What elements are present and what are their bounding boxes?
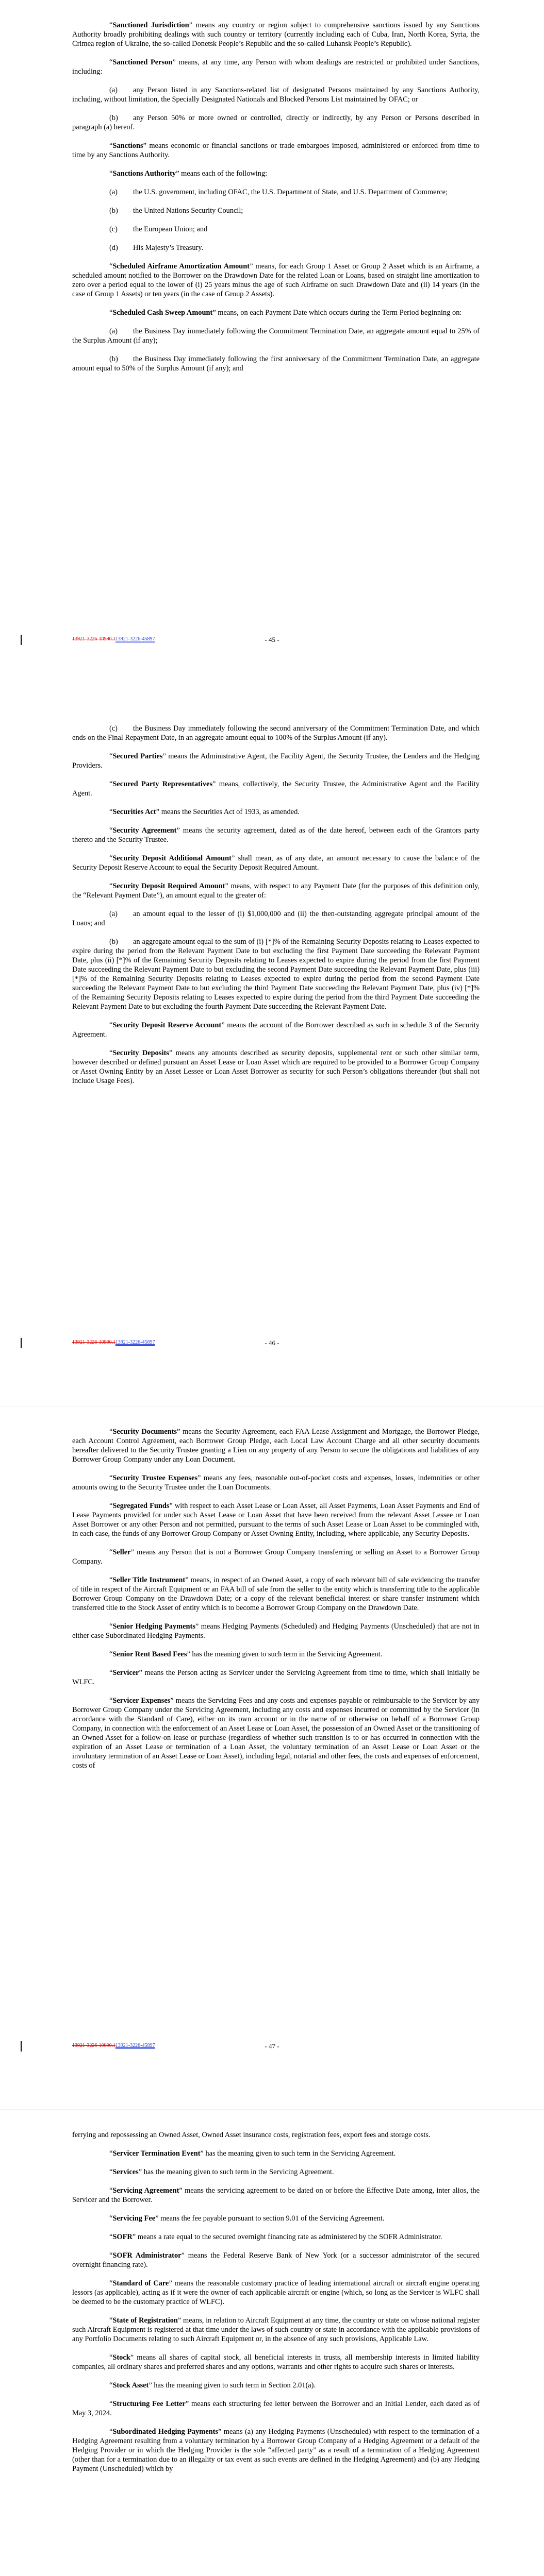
definition-subordinated-hedging-payments: “Subordinated Hedging Payments” means (a) any Hedging Payments (Unscheduled) with respect to the termination of a Hedging Agreement resulting from a voluntary termination by a Borrower Group Company of a Hedging Agreement or a default of the Hedging Provider or in which the Hedging Provider is the sole “affected party” as a result of a termination of a Hedging Agreement (other than for a termination due to an illegality or tax event as such events are defined in the Hedging Agreement) and (b) any Hedging Payment (Unscheduled) which by <box>72 2428 480 2473</box>
definition-sanctioned-jurisdiction: “Sanctioned Jurisdiction” means any country or region subject to comprehensive sanctions issued by any Sanctions Authority broadly prohibiting dealings with such country or territory (currently including each of Cuba, Iran, North Korea, Syria, the Crimea region of Ukraine, the so-called Donetsk People’s Republic and the so-called Luhansk People’s Republic). <box>72 21 480 48</box>
inserted-doc-ref: 13921-3226-45897 <box>115 1340 155 1345</box>
definition-segregated-funds: “Segregated Funds” with respect to each Asset Lease or Loan Asset, all Asset Payments, Loan Asset Payments and End of Lease Payments provided for under such Asset Lease or Loan Asset that have been received from the relevant Asset Lessee or Loan Asset Borrower or any other Person and not permitted, pursuant to the terms of such Asset Lease or Loan Asset to be commingled with, in each case, the funds of any Borrower Group Company or Asset Owning Entity, including, where applicable, any Security Deposits. <box>72 1502 480 1538</box>
page-body <box>72 1427 480 1770</box>
definition-senior-hedging-payments: “Senior Hedging Payments” means Hedging Payments (Scheduled) and Hedging Payments (Unscheduled) that are not in either case Subordinated Hedging Payments. <box>72 1622 480 1640</box>
definition-security-agreement: “Security Agreement” means the security agreement, dated as of the date hereof, between each of the Grantors party thereto and the Security Trustee. <box>72 826 480 844</box>
definition-sofr: “SOFR” means a rate equal to the secured overnight financing rate as administered by the SOFR Administrator. <box>109 2233 442 2241</box>
definition-scheduled-cash-sweep-amount: “Scheduled Cash Sweep Amount” means, on each Payment Date which occurs during the Term Period beginning on: <box>109 309 462 317</box>
page-footer <box>0 2041 544 2052</box>
definition-sofr-administrator: “SOFR Administrator” means the Federal Reserve Bank of New York (or a successor administrator of the secured overnight financing rate). <box>72 2251 480 2269</box>
definition-servicer-expenses: “Servicer Expenses” means the Servicing Fees and any costs and expenses payable or reimbursable to the Servicer by any Borrower Group Company under the Servicing Agreement, including any costs and expenses incurred or committed by the Servicer (in accordance with the Standard of Care), either on its own account or in the name of or otherwise on behalf of a Borrower Group Company, in connection with the enforcement of an Asset Lease or Loan Asset, the possession of an Owned Asset or the transitioning of an Owned Asset for a follow-on lease or purchase (regardless of whether such transition is to or has occurred in connection with the expiration of an Asset Lease or termination of a Loan Asset, the voluntary termination of an Asset Lease or Loan Asset or the involuntary termination of an Asset Lease or Loan Asset), including legal, notarial and other fees, the costs and expenses of enforcement, costs of <box>72 1697 480 1770</box>
page-48 <box>0 2110 544 2576</box>
definition-scheduled-airframe-amortization-amount: “Scheduled Airframe Amortization Amount” means, for each Group 1 Asset or Group 2 Asset which is an Airframe, a scheduled amount notified to the Borrower on the Drawdown Date for the related Loan or Loans, based on straight line amortization to zero over a period equal to the lower of (i) 25 years minus the age of such Airframe on such Drawdown Date and (ii) 14 years (in the case of Group 1 Assets) or ten years (in the case of Group 2 Assets). <box>72 262 480 298</box>
definition-servicer-termination-event: “Servicer Termination Event” has the meaning given to such term in the Servicing Agreement. <box>109 2149 396 2158</box>
page-46 <box>0 703 544 1406</box>
definition-sanctions: “Sanctions” means economic or financial sanctions or trade embargoes imposed, administered or enforced from time to time by any Sanctions Authority. <box>72 142 480 159</box>
subclause: (a) any Person listed in any Sanctions-related list of designated Persons maintained by any Sanctions Authority, including, without limitation, the Specially Designated Nationals and Blocked Persons List maintained by OFAC; or <box>72 86 480 104</box>
definition-security-deposit-additional-amount: “Security Deposit Additional Amount” shall mean, as of any date, an amount necessary to cause the balance of the Security Deposit Reserve Account to equal the Security Deposit Required Amount. <box>72 854 480 872</box>
page-45 <box>0 0 544 703</box>
definition-security-documents: “Security Documents” means the Security Agreement, each FAA Lease Assignment and Mortgage, the Borrower Pledge, each Account Control Agreement, each Borrower Group Pledge, each Local Law Account Charge and all other security documents hereafter delivered to the Security Trustee granting a Lien on any property of any Person to secure the obligations and liabilities of any Borrower Group Company under any Loan Document. <box>72 1428 480 1464</box>
definition-seller: “Seller” means any Person that is not a Borrower Group Company transferring or selling an Asset to a Borrower Group Company. <box>72 1548 480 1566</box>
subclause: (c) the European Union; and <box>109 225 208 233</box>
definition-senior-rent-based-fees: “Senior Rent Based Fees” has the meaning given to such term in the Servicing Agreement. <box>109 1650 383 1658</box>
definition-secured-parties: “Secured Parties” means the Administrative Agent, the Facility Agent, the Security Trustee, the Lenders and the Hedging Providers. <box>72 752 480 770</box>
subclause: (a) the Business Day immediately following the Commitment Termination Date, an aggregate amount equal to 25% of the Surplus Amount (if any); <box>72 327 480 345</box>
definition-security-deposit-reserve-account: “Security Deposit Reserve Account” means the account of the Borrower described as such in schedule 3 of the Security Agreement. <box>72 1021 480 1039</box>
subclause: (d) His Majesty’s Treasury. <box>109 244 204 252</box>
deleted-doc-ref: 13921-3226-10990.1 <box>72 636 116 642</box>
page-number: - 46 - <box>265 1339 279 1347</box>
subclause: (c) the Business Day immediately following the second anniversary of the Commitment Termination Date, and which ends on the Final Repayment Date, in an aggregate amount equal to 100% of the Surplus Amount (if any). <box>72 724 480 742</box>
inserted-doc-ref: 13921-3226-45897 <box>115 2043 155 2048</box>
definition-stock-asset: “Stock Asset” has the meaning given to such term in Section 2.01(a). <box>109 2381 316 2389</box>
definition-security-trustee-expenses: “Security Trustee Expenses” means any fees, reasonable out-of-pocket costs and expenses, losses, indemnities or other amounts owing to the Security Trustee under the Loan Documents. <box>72 1474 480 1492</box>
page-number: - 45 - <box>265 636 279 643</box>
subclause: (b) any Person 50% or more owned or controlled, directly or indirectly, by any Person or Persons described in paragraph (a) hereof. <box>72 114 480 131</box>
page-number: - 47 - <box>265 2042 279 2050</box>
definition-state-of-registration: “State of Registration” means, in relation to Aircraft Equipment at any time, the country or state on whose national register such Aircraft Equipment is registered at that time under the laws of such country or state in accordance with the applicable provisions of any Portfolio Documents relating to such Aircraft Equipment or, in the absence of any such provisions, Applicable Law. <box>72 2316 480 2343</box>
definition-sanctioned-person: “Sanctioned Person” means, at any time, any Person with whom dealings are restricted or prohibited under Sanctions, including: <box>72 58 480 76</box>
definition-secured-party-representatives: “Secured Party Representatives” means, collectively, the Security Trustee, the Administrative Agent and the Facility Agent. <box>72 780 480 798</box>
page-body <box>72 21 480 373</box>
definition-securities-act: “Securities Act” means the Securities Act of 1933, as amended. <box>109 808 300 816</box>
definition-stock: “Stock” means all shares of capital stock, all beneficial interests in trusts, all membership interests in limited liability companies, all ordinary shares and preferred shares and any options, warrants and other rights to acquire such shares or interests. <box>72 2353 480 2371</box>
deleted-doc-ref: 13921-3226-10990.1 <box>72 1340 116 1345</box>
definition-services: “Services” has the meaning given to such term in the Servicing Agreement. <box>109 2168 334 2176</box>
inserted-doc-ref: 13921-3226-45897 <box>115 636 155 642</box>
page-body <box>72 724 480 1086</box>
definition-standard-of-care: “Standard of Care” means the reasonable customary practice of leading international aircraft or aircraft engine operating lessors (as applicable), acting as if it were the owner of each applicable aircraft or engine (which, so long as the Servicer is WLFC shall be deemed to be the customary practice of WLFC). <box>72 2279 480 2306</box>
page-47 <box>0 1406 544 2110</box>
definition-seller-title-instrument: “Seller Title Instrument” means, in respect of an Owned Asset, a copy of each relevant bill of sale evidencing the transfer of title in respect of the Aircraft Equipment or an FAA bill of sale from the seller to the entity which is transferring title to the applicable Borrower Group Company on the Drawdown Date; or a copy of the relevant beneficial interest or share transfer instrument which transferred title to the Stock Asset of entity which is to become a Borrower Group Company on the Drawdown Date. <box>72 1576 480 1612</box>
definition-servicer: “Servicer” means the Person acting as Servicer under the Servicing Agreement from time to time, which shall initially be WLFC. <box>72 1669 480 1686</box>
page-footer <box>0 1338 544 1348</box>
subclause: (b) the United Nations Security Council; <box>109 207 243 215</box>
subclause: (a) an amount equal to the lesser of (i) $1,000,000 and (ii) the then-outstanding aggregate principal amount of the Loans; and <box>72 910 480 927</box>
definition-security-deposits: “Security Deposits” means any amounts described as security deposits, supplemental rent or such other similar term, however described or defined pursuant an Asset Lease or Loan Asset which are required to be provided to a Borrower Group Company or Asset Owning Entity by an Asset Lessee or Loan Asset Borrower as security for such Person’s obligations thereunder (but shall not include Usage Fees). <box>72 1049 480 1085</box>
definition-servicing-agreement: “Servicing Agreement” means the servicing agreement to be dated on or before the Effective Date among, inter alios, the Servicer and the Borrower. <box>72 2187 480 2204</box>
definition-servicing-fee: “Servicing Fee” means the fee payable pursuant to section 9.01 of the Servicing Agreement. <box>109 2214 385 2223</box>
definition-structuring-fee-letter: “Structuring Fee Letter” means each structuring fee letter between the Borrower and an Initial Lender, each dated as of May 3, 2024. <box>72 2400 480 2417</box>
subclause: (b) the Business Day immediately following the first anniversary of the Commitment Termination Date, an aggregate amount equal to 50% of the Surplus Amount (if any); and <box>72 355 480 372</box>
subclause: (b) an aggregate amount equal to the sum of (i) [*]% of the Remaining Security Deposits relating to Leases expected to expire during the period from the Relevant Payment Date to but excluding the first Payment Date succeeding the Relevant Payment Date, plus (ii) [*]% of the Remaining Security Deposits relating to Leases expected to expire during the period from the first Payment Date succeeding the Relevant Payment Date to but excluding the second Payment Date succeeding the Relevant Payment Date, plus (iii) [*]% of the Remaining Security Deposits relating to Leases expected to expire during the period from the second Payment Date succeeding the Relevant Payment Date to but excluding the third Payment Date succeeding the Relevant Payment Date, plus (iv) [*]% of the Remaining Security Deposits relating to Leases expected to expire during the period from the third Payment Date succeeding the Relevant Payment Date to but excluding the fourth Payment Date succeeding the Relevant Payment Date. <box>72 938 480 1011</box>
deleted-doc-ref: 13921-3226-10990.1 <box>72 2043 116 2048</box>
continuation-text: ferrying and repossessing an Owned Asset, Owned Asset insurance costs, registration fees, export fees and storage costs. <box>72 2131 431 2139</box>
page-body <box>72 2130 480 2473</box>
page-footer <box>0 635 544 645</box>
definition-sanctions-authority: “Sanctions Authority” means each of the following: <box>109 170 268 178</box>
subclause: (a) the U.S. government, including OFAC, the U.S. Department of State, and U.S. Department of Commerce; <box>109 188 448 196</box>
definition-security-deposit-required-amount: “Security Deposit Required Amount” means, with respect to any Payment Date (for the purposes of this definition only, the “Relevant Payment Date”), an amount equal to the greater of: <box>72 882 480 900</box>
